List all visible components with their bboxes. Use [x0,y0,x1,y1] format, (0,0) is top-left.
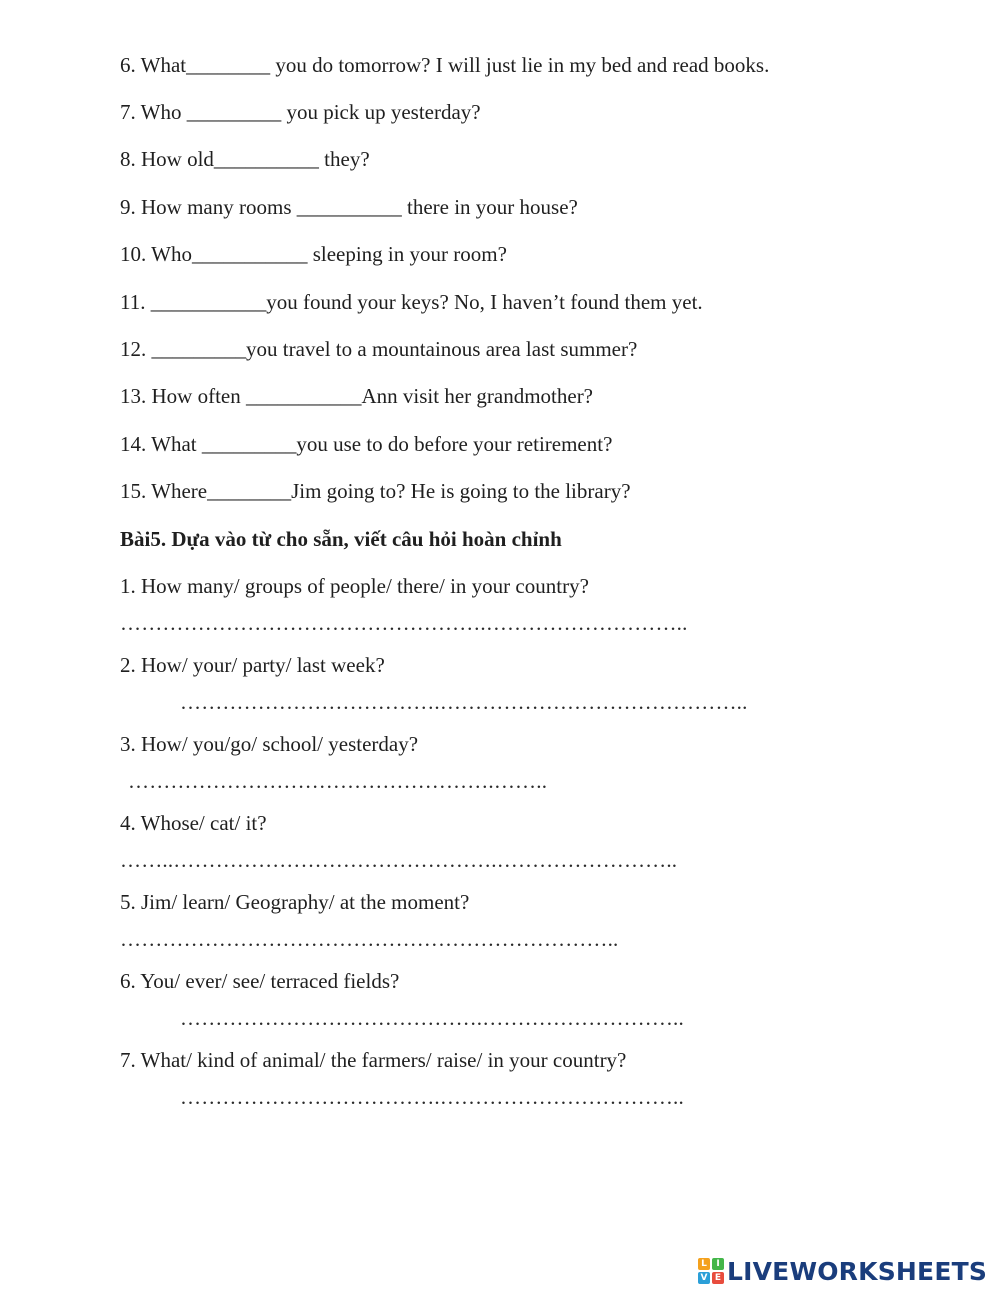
answer-line-7[interactable]: ……………………………….…………………………….. [180,1085,684,1109]
liveworksheets-wordmark: LIVEWORKSHEETS [727,1256,988,1286]
fill-blank-question-6: 6. What________ you do tomorrow? I will just lie in my bed and read books. [120,53,770,77]
fill-blank-question-7: 7. Who _________ you pick up yesterday? [120,100,481,124]
logo-mark-v: V [698,1272,710,1284]
prompt-question-7: 7. What/ kind of animal/ the farmers/ raise/ in your country? [120,1048,627,1072]
prompt-question-3: 3. How/ you/go/ school/ yesterday? [120,732,419,756]
logo-mark-l: L [698,1258,710,1270]
prompt-question-2: 2. How/ your/ party/ last week? [120,653,385,677]
answer-line-1[interactable]: …………………………………………….……………………….. [120,611,688,635]
fill-blank-question-9: 9. How many rooms __________ there in your house? [120,195,578,219]
prompt-question-1: 1. How many/ groups of people/ there/ in your country? [120,574,589,598]
answer-line-5[interactable]: …………………………………………………………….. [120,927,619,951]
answer-line-4[interactable]: ……..……………………………………….…………………….. [120,848,678,872]
liveworksheets-mark-icon [698,1258,724,1284]
logo-mark-i: I [712,1258,724,1270]
answer-line-3[interactable]: …………………………………………….…….. [128,769,548,793]
prompt-question-4: 4. Whose/ cat/ it? [120,811,267,835]
liveworksheets-logo [698,1254,987,1288]
logo-mark-e: E [712,1272,724,1284]
fill-blank-question-15: 15. Where________Jim going to? He is going to the library? [120,479,631,503]
fill-blank-question-8: 8. How old__________ they? [120,147,370,171]
prompt-question-6: 6. You/ ever/ see/ terraced fields? [120,969,400,993]
fill-blank-question-14: 14. What _________you use to do before your retirement? [120,432,613,456]
section-heading-bai5: Bài5. Dựa vào từ cho sẵn, viết câu hỏi hoàn chỉnh [120,527,562,551]
answer-line-6[interactable]: …………………………………….……………………….. [180,1006,684,1030]
fill-blank-question-12: 12. _________you travel to a mountainous area last summer? [120,337,638,361]
fill-blank-question-11: 11. ___________you found your keys? No, I haven’t found them yet. [120,290,703,314]
answer-line-2[interactable]: ……………………………….…………………………………….. [180,690,748,714]
fill-blank-question-10: 10. Who___________ sleeping in your room? [120,242,507,266]
fill-blank-question-13: 13. How often ___________Ann visit her grandmother? [120,384,594,408]
prompt-question-5: 5. Jim/ learn/ Geography/ at the moment? [120,890,470,914]
